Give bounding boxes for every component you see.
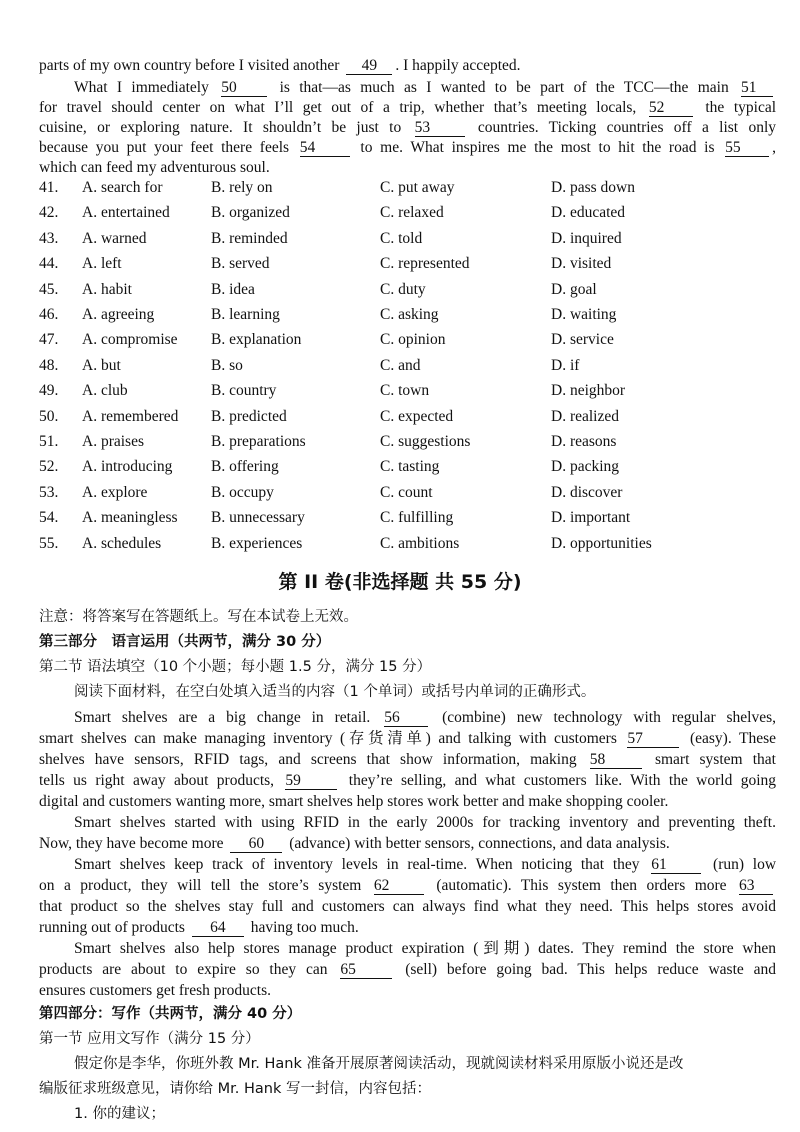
question-number: 48. [39, 356, 59, 374]
option-d[interactable]: D. inquired [551, 229, 622, 247]
blank-50[interactable]: 50 [221, 80, 267, 97]
option-d[interactable]: D. packing [551, 458, 620, 476]
option-c[interactable]: C. and [380, 356, 421, 374]
question-number: 51. [39, 433, 59, 450]
passage-line-3: for travel should center on what I’ll get out of a trip, whether that’s meeting locals, 52 the typical [39, 99, 777, 116]
option-row [0, 355, 800, 377]
blank-53[interactable]: 53 [415, 120, 465, 137]
option-c[interactable]: C. told [380, 229, 423, 247]
grammar-line: that product so the shelves stay full and customers can always find what they need. This helps stores avoid [39, 898, 776, 915]
option-d[interactable]: D. realized [551, 407, 619, 425]
option-c[interactable]: C. opinion [380, 331, 446, 349]
blank-57[interactable]: 57 [627, 731, 679, 748]
blank-64[interactable]: 64 [192, 920, 244, 937]
passage-line-4: cuisine, or exploring nature. It shouldn’t be just to 53 countries. Ticking countries off a list only [39, 119, 776, 136]
option-d[interactable]: D. opportunities [551, 534, 652, 552]
option-b[interactable]: B. experiences [211, 534, 303, 552]
option-a[interactable]: A. left [82, 255, 122, 273]
option-b[interactable]: B. rely on [211, 179, 273, 196]
option-d[interactable]: D. waiting [551, 306, 617, 323]
option-a[interactable]: A. search for [82, 179, 163, 196]
writing-item-1: 1. 你的建议； [74, 1106, 165, 1122]
blank-59[interactable]: 59 [285, 773, 337, 790]
option-c[interactable]: C. relaxed [380, 204, 444, 222]
option-row [0, 228, 800, 250]
option-d[interactable]: D. neighbor [551, 382, 626, 400]
question-number: 49. [39, 382, 59, 400]
option-a[interactable]: A. meaningless [82, 509, 178, 527]
option-c[interactable]: C. fulfilling [380, 509, 454, 527]
blank-60[interactable]: 60 [230, 836, 282, 853]
option-row [0, 304, 800, 326]
grammar-instructions: 阅读下面材料，在空白处填入适当的内容（1 个单词）或括号内单词的正确形式。 [74, 684, 596, 700]
question-number: 53. [39, 483, 59, 501]
question-number: 45. [39, 280, 59, 298]
option-row [0, 279, 800, 301]
option-b[interactable]: B. so [211, 356, 243, 374]
option-row [0, 431, 800, 453]
blank-62[interactable]: 62 [374, 878, 424, 895]
option-a[interactable]: A. remembered [82, 407, 179, 425]
option-a[interactable]: A. warned [82, 229, 147, 247]
question-number: 43. [39, 229, 59, 247]
question-number: 41. [39, 179, 59, 196]
option-c[interactable]: C. duty [380, 280, 426, 298]
option-d[interactable]: D. discover [551, 483, 623, 501]
option-c[interactable]: C. tasting [380, 458, 440, 476]
blank-58[interactable]: 58 [590, 752, 642, 769]
option-b[interactable]: B. occupy [211, 483, 274, 501]
question-number: 52. [39, 458, 59, 476]
option-a[interactable]: A. agreeing [82, 306, 155, 323]
blank-61[interactable]: 61 [651, 857, 701, 874]
question-number: 47. [39, 331, 59, 349]
option-b[interactable]: B. predicted [211, 407, 287, 425]
option-row [0, 456, 800, 478]
blank-52[interactable]: 52 [649, 100, 693, 117]
grammar-line: Smart shelves started with using RFID in the early 2000s for tracking inventory and preventing theft. [74, 814, 776, 831]
blank-49[interactable]: 49 [346, 58, 392, 75]
grammar-line: smart shelves can make managing inventory (存货清单) and talking with customers 57 (easy). These [39, 730, 777, 747]
option-row [0, 202, 800, 224]
option-b[interactable]: B. preparations [211, 433, 306, 450]
writing-subheading: 第一节 应用文写作（满分 15 分） [39, 1031, 260, 1047]
question-number: 55. [39, 534, 59, 552]
option-d[interactable]: D. pass down [551, 179, 635, 196]
option-d[interactable]: D. educated [551, 204, 626, 222]
option-row [0, 380, 800, 402]
part4-heading: 第四部分：写作（共两节，满分 40 分） [39, 1006, 302, 1022]
blank-55[interactable]: 55 [725, 140, 769, 157]
option-a[interactable]: A. but [82, 356, 121, 374]
question-number: 54. [39, 509, 59, 527]
passage-line-2: What I immediately 50 is that—as much as I wanted to be part of the TCC—the main 51 [74, 78, 776, 98]
writing-prompt-line-2: 编版征求班级意见，请你给 Mr. Hank 写一封信，内容包括： [39, 1081, 431, 1097]
option-b[interactable]: B. reminded [211, 229, 288, 247]
grammar-line: ensures customers get fresh products. [39, 982, 272, 999]
option-c[interactable]: C. put away [380, 179, 455, 196]
option-d[interactable]: D. important [551, 509, 631, 527]
option-row [0, 533, 800, 555]
option-d[interactable]: D. visited [551, 255, 612, 273]
grammar-line: Smart shelves keep track of inventory levels in real-time. When noticing that they 61 (run) low [74, 856, 777, 873]
option-d[interactable]: D. if [551, 356, 580, 374]
part3-heading: 第三部分 语言运用（共两节，满分 30 分） [39, 634, 331, 650]
option-row [0, 329, 800, 351]
grammar-line: Smart shelves are a big change in retail. 56 (combine) new technology with regular shelves, [74, 709, 777, 726]
question-number: 42. [39, 204, 59, 222]
option-c[interactable]: C. suggestions [380, 433, 471, 450]
note: 注意：将答案写在答题纸上。写在本试卷上无效。 [39, 609, 358, 625]
option-b[interactable]: B. served [211, 255, 270, 273]
option-b[interactable]: B. country [211, 382, 277, 400]
option-d[interactable]: D. service [551, 331, 614, 349]
option-c[interactable]: C. represented [380, 255, 470, 273]
grammar-line: Smart shelves also help stores manage product expiration (到期) dates. They remind the store when [74, 940, 776, 957]
blank-54[interactable]: 54 [300, 140, 350, 157]
option-a[interactable]: A. compromise [82, 331, 178, 349]
option-d[interactable]: D. goal [551, 280, 597, 298]
grammar-line: on a product, they will tell the store’s system 62 (automatic). This system then orders more 63 [39, 876, 776, 896]
grammar-line: shelves have sensors, RFID tags, and screens that show information, making 58 smart system that [39, 751, 776, 768]
blank-56[interactable]: 56 [384, 710, 428, 727]
option-a[interactable]: A. praises [82, 433, 144, 450]
grammar-line: digital and customers wanting more, smart shelves help stores work better and make shopping cooler. [39, 793, 669, 810]
option-row [0, 177, 800, 199]
option-b[interactable]: B. offering [211, 458, 279, 476]
option-c[interactable]: C. town [380, 382, 430, 400]
blank-51[interactable]: 51 [741, 80, 773, 97]
option-row [0, 253, 800, 275]
blank-63[interactable]: 63 [739, 878, 773, 895]
option-b[interactable]: B. idea [211, 280, 255, 298]
section-title: 第 II 卷(非选择题 共 55 分) [278, 571, 522, 593]
option-row [0, 507, 800, 529]
option-a[interactable]: A. explore [82, 483, 148, 501]
grammar-line: Now, they have become more 60 (advance) with better sensors, connections, and data analysis. [39, 835, 670, 852]
question-number: 44. [39, 255, 59, 273]
grammar-line: products are about to expire so they can 65 (sell) before going bad. This helps reduce waste and [39, 961, 776, 978]
option-c[interactable]: C. expected [380, 407, 454, 425]
blank-65[interactable]: 65 [340, 962, 392, 979]
question-number: 46. [39, 306, 59, 323]
option-a[interactable]: A. schedules [82, 534, 162, 552]
passage-line-5: because you put your feet there feels 54 to me. What inspires me the most to hit the road is 55 , [39, 139, 777, 156]
option-a[interactable]: A. introducing [82, 458, 173, 476]
option-a[interactable]: A. habit [82, 280, 132, 298]
option-row [0, 482, 800, 504]
question-number: 50. [39, 407, 59, 425]
grammar-subheading: 第二节 语法填空（10 个小题；每小题 1.5 分，满分 15 分） [39, 659, 432, 675]
option-row [0, 406, 800, 428]
option-b[interactable]: B. learning [211, 306, 280, 323]
option-b[interactable]: B. explanation [211, 331, 302, 349]
grammar-line: running out of products 64 having too much. [39, 919, 359, 936]
option-a[interactable]: A. entertained [82, 204, 170, 222]
passage-line-1: parts of my own country before I visited another 49 . I happily accepted. [39, 57, 521, 74]
option-c[interactable]: C. ambitions [380, 534, 460, 552]
option-b[interactable]: B. organized [211, 204, 290, 222]
option-a[interactable]: A. club [82, 382, 128, 400]
writing-prompt-line-1: 假定你是李华，你班外教 Mr. Hank 准备开展原著阅读活动，现就阅读材料采用原版小说还是改 [74, 1056, 684, 1072]
option-b[interactable]: B. unnecessary [211, 509, 305, 527]
option-d[interactable]: D. reasons [551, 433, 617, 450]
option-c[interactable]: C. count [380, 483, 433, 501]
passage-line-6: which can feed my adventurous soul. [39, 159, 270, 176]
grammar-line: tells us right away about products, 59 they’re selling, and what customers like. With the world going [39, 772, 777, 789]
option-c[interactable]: C. asking [380, 306, 439, 323]
